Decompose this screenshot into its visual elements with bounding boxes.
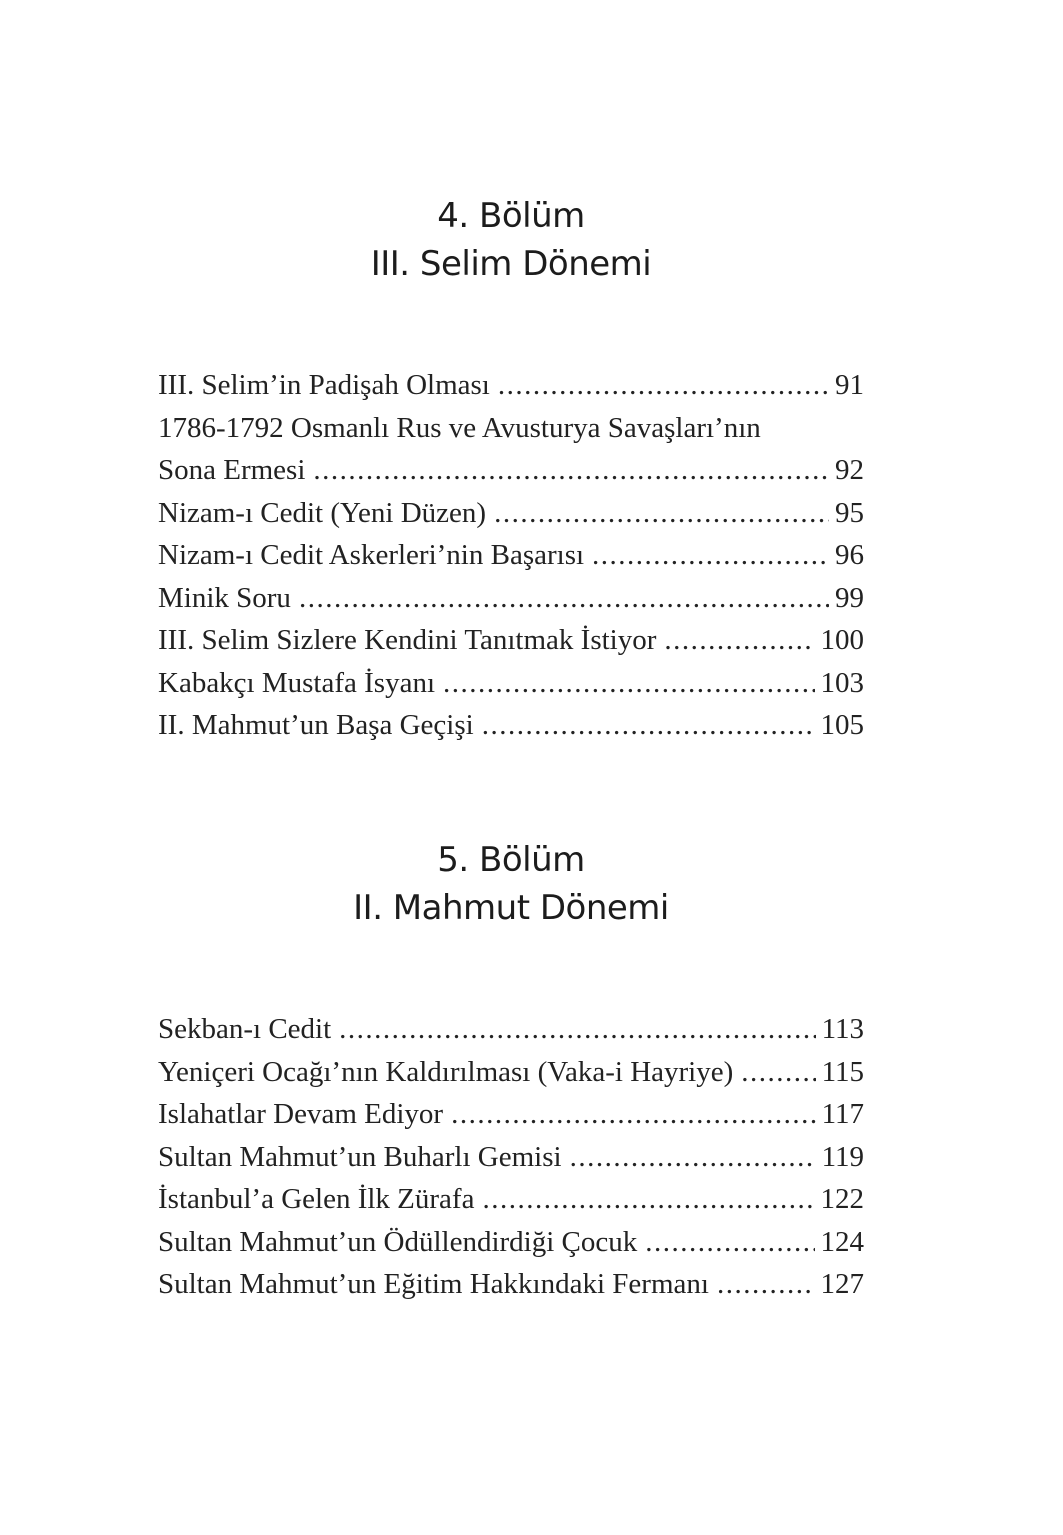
dot-leader	[313, 449, 829, 492]
toc-entry-title: Sultan Mahmut’un Buharlı Gemisi	[158, 1140, 562, 1173]
toc-entry[interactable]	[158, 1178, 864, 1221]
dot-leader	[592, 534, 829, 577]
toc-entry-page: 99	[835, 581, 864, 614]
toc-entry[interactable]	[158, 619, 864, 662]
toc-entry-page: 91	[835, 369, 864, 401]
toc-entry[interactable]	[158, 1008, 864, 1051]
toc-entry-page: 105	[820, 709, 864, 741]
toc-entry[interactable]	[158, 449, 864, 492]
dot-leader	[570, 1136, 816, 1179]
dot-leader	[451, 1093, 816, 1136]
toc-entry-page: 96	[835, 539, 864, 571]
dot-leader	[299, 577, 829, 620]
dot-leader	[645, 1221, 814, 1264]
toc-entry-title: Kabakçı Mustafa İsyanı	[158, 666, 436, 699]
toc-list	[158, 364, 864, 747]
dot-leader	[741, 1051, 815, 1094]
toc-entry-title: Nizam-ı Cedit (Yeni Düzen)	[158, 496, 487, 529]
toc-entry[interactable]	[158, 364, 864, 407]
toc-entry-title: Sona Ermesi	[158, 454, 306, 486]
toc-entry[interactable]	[158, 492, 864, 535]
toc-entry[interactable]	[158, 577, 864, 620]
toc-entry-title: Yeniçeri Ocağı’nın Kaldırılması (Vaka-i Hayriye)	[158, 1055, 734, 1088]
toc-entry-page: 95	[835, 496, 864, 529]
toc-entry-title: Minik Soru	[158, 581, 291, 614]
dot-leader	[717, 1263, 815, 1306]
toc-entry-title: Sekban-ı Cedit	[158, 1013, 332, 1045]
toc-entry-page: 122	[820, 1183, 864, 1215]
toc-entry-page: 115	[821, 1055, 864, 1088]
chapter-number: 5. Bölüm	[437, 840, 585, 880]
toc-entry-page: 119	[821, 1140, 864, 1173]
toc-list	[158, 1008, 864, 1306]
toc-entry[interactable]	[158, 1136, 864, 1179]
toc-entry[interactable]	[158, 1051, 864, 1094]
toc-entry-title: III. Selim’in Padişah Olması	[158, 369, 490, 401]
dot-leader	[664, 619, 814, 662]
toc-entry[interactable]	[158, 1093, 864, 1136]
toc-entry-page: 113	[821, 1013, 864, 1045]
chapter-number: 4. Bölüm	[437, 196, 585, 236]
chapter-heading	[158, 836, 864, 932]
toc-entry-page: 103	[820, 666, 864, 699]
toc-entry[interactable]	[158, 407, 864, 450]
dot-leader	[339, 1008, 815, 1051]
chapter-title: II. Mahmut Dönemi	[353, 888, 669, 928]
toc-entry-page: 124	[820, 1225, 864, 1258]
toc-entry-title: Sultan Mahmut’un Eğitim Hakkındaki Fermanı	[158, 1268, 709, 1300]
toc-entry-title: İstanbul’a Gelen İlk Zürafa	[158, 1183, 475, 1215]
toc-entry-page: 92	[835, 454, 864, 486]
toc-entry-page: 100	[820, 624, 864, 656]
chapter-4-section	[158, 192, 864, 747]
toc-entry[interactable]	[158, 1221, 864, 1264]
toc-entry-title: II. Mahmut’un Başa Geçişi	[158, 709, 474, 741]
chapter-heading	[158, 192, 864, 288]
toc-entry-page: 127	[820, 1268, 864, 1300]
toc-entry-title: Nizam-ı Cedit Askerleri’nin Başarısı	[158, 539, 585, 571]
dot-leader	[443, 662, 814, 705]
toc-entry-title: Sultan Mahmut’un Ödüllendirdiği Çocuk	[158, 1225, 638, 1258]
toc-entry[interactable]	[158, 662, 864, 705]
toc-entry-page: 117	[821, 1098, 864, 1130]
toc-entry[interactable]	[158, 534, 864, 577]
toc-entry[interactable]	[158, 704, 864, 747]
dot-leader	[482, 704, 815, 747]
chapter-title: III. Selim Dönemi	[370, 244, 652, 284]
toc-entry[interactable]	[158, 1263, 864, 1306]
dot-leader	[494, 492, 829, 535]
chapter-5-section	[158, 836, 864, 1306]
toc-entry-title: 1786-1792 Osmanlı Rus ve Avusturya Savaşları’nın	[158, 411, 761, 444]
dot-leader	[498, 364, 829, 407]
toc-entry-title: III. Selim Sizlere Kendini Tanıtmak İstiyor	[158, 624, 657, 656]
dot-leader	[482, 1178, 814, 1221]
toc-entry-title: Islahatlar Devam Ediyor	[158, 1098, 444, 1130]
